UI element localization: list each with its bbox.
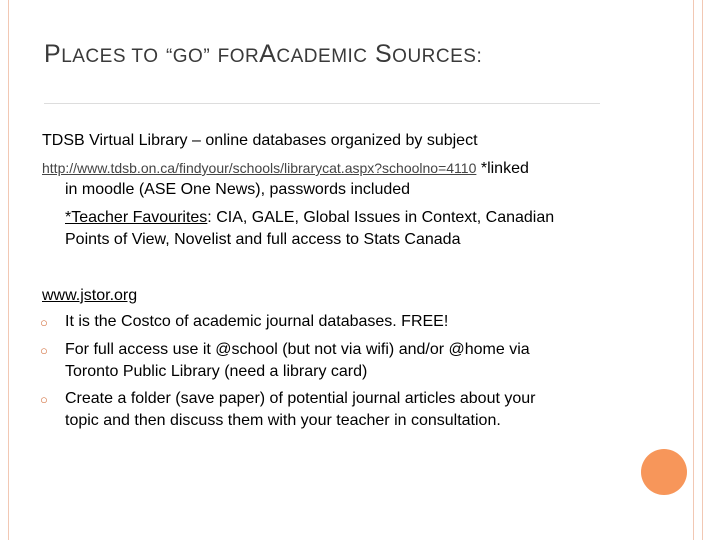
accent-circle: [641, 449, 687, 495]
teacher-favourites-line2: Points of View, Novelist and full access to Stats Canada: [65, 231, 461, 248]
title-divider: [44, 103, 600, 104]
jstor-link[interactable]: www.jstor.org: [42, 287, 138, 304]
jstor-bullet-3-line2: topic and then discuss them with your teacher in consultation.: [65, 412, 501, 429]
frame-line-right-1: [693, 0, 694, 540]
frame-line-right-2: [702, 0, 703, 540]
tdsb-library-link[interactable]: http://www.tdsb.on.ca/findyour/schools/librarycat.aspx?schoolno=4110: [42, 160, 477, 176]
jstor-bullet-3-line1: Create a folder (save paper) of potential journal articles about your: [65, 390, 536, 407]
teacher-favourites-label: *Teacher Favourites: [65, 209, 208, 226]
jstor-bullet-2-line2: Toronto Public Library (need a library card): [65, 363, 368, 380]
slide-title: PLACES TO “GO” FORACADEMIC SOURCES:: [44, 40, 483, 68]
jstor-bullet-1: It is the Costco of academic journal databases. FREE!: [65, 313, 449, 330]
tdsb-note-b: in moodle (ASE One News), passwords included: [65, 181, 411, 198]
frame-line-left: [8, 0, 9, 540]
tdsb-note-a: *linked: [480, 160, 529, 177]
bullet-icon: ○: [40, 343, 48, 358]
bullet-icon: ○: [40, 315, 48, 330]
tdsb-url-line: [42, 160, 529, 178]
tdsb-heading: TDSB Virtual Library – online databases organized by subject: [42, 132, 478, 149]
teacher-favourites-line1: *Teacher Favourites: CIA, GALE, Global Issues in Context, Canadian: [65, 209, 555, 226]
jstor-bullet-2-line1: For full access use it @school (but not via wifi) and/or @home via: [65, 341, 530, 358]
jstor-line: [42, 287, 137, 305]
bullet-icon: ○: [40, 392, 48, 407]
